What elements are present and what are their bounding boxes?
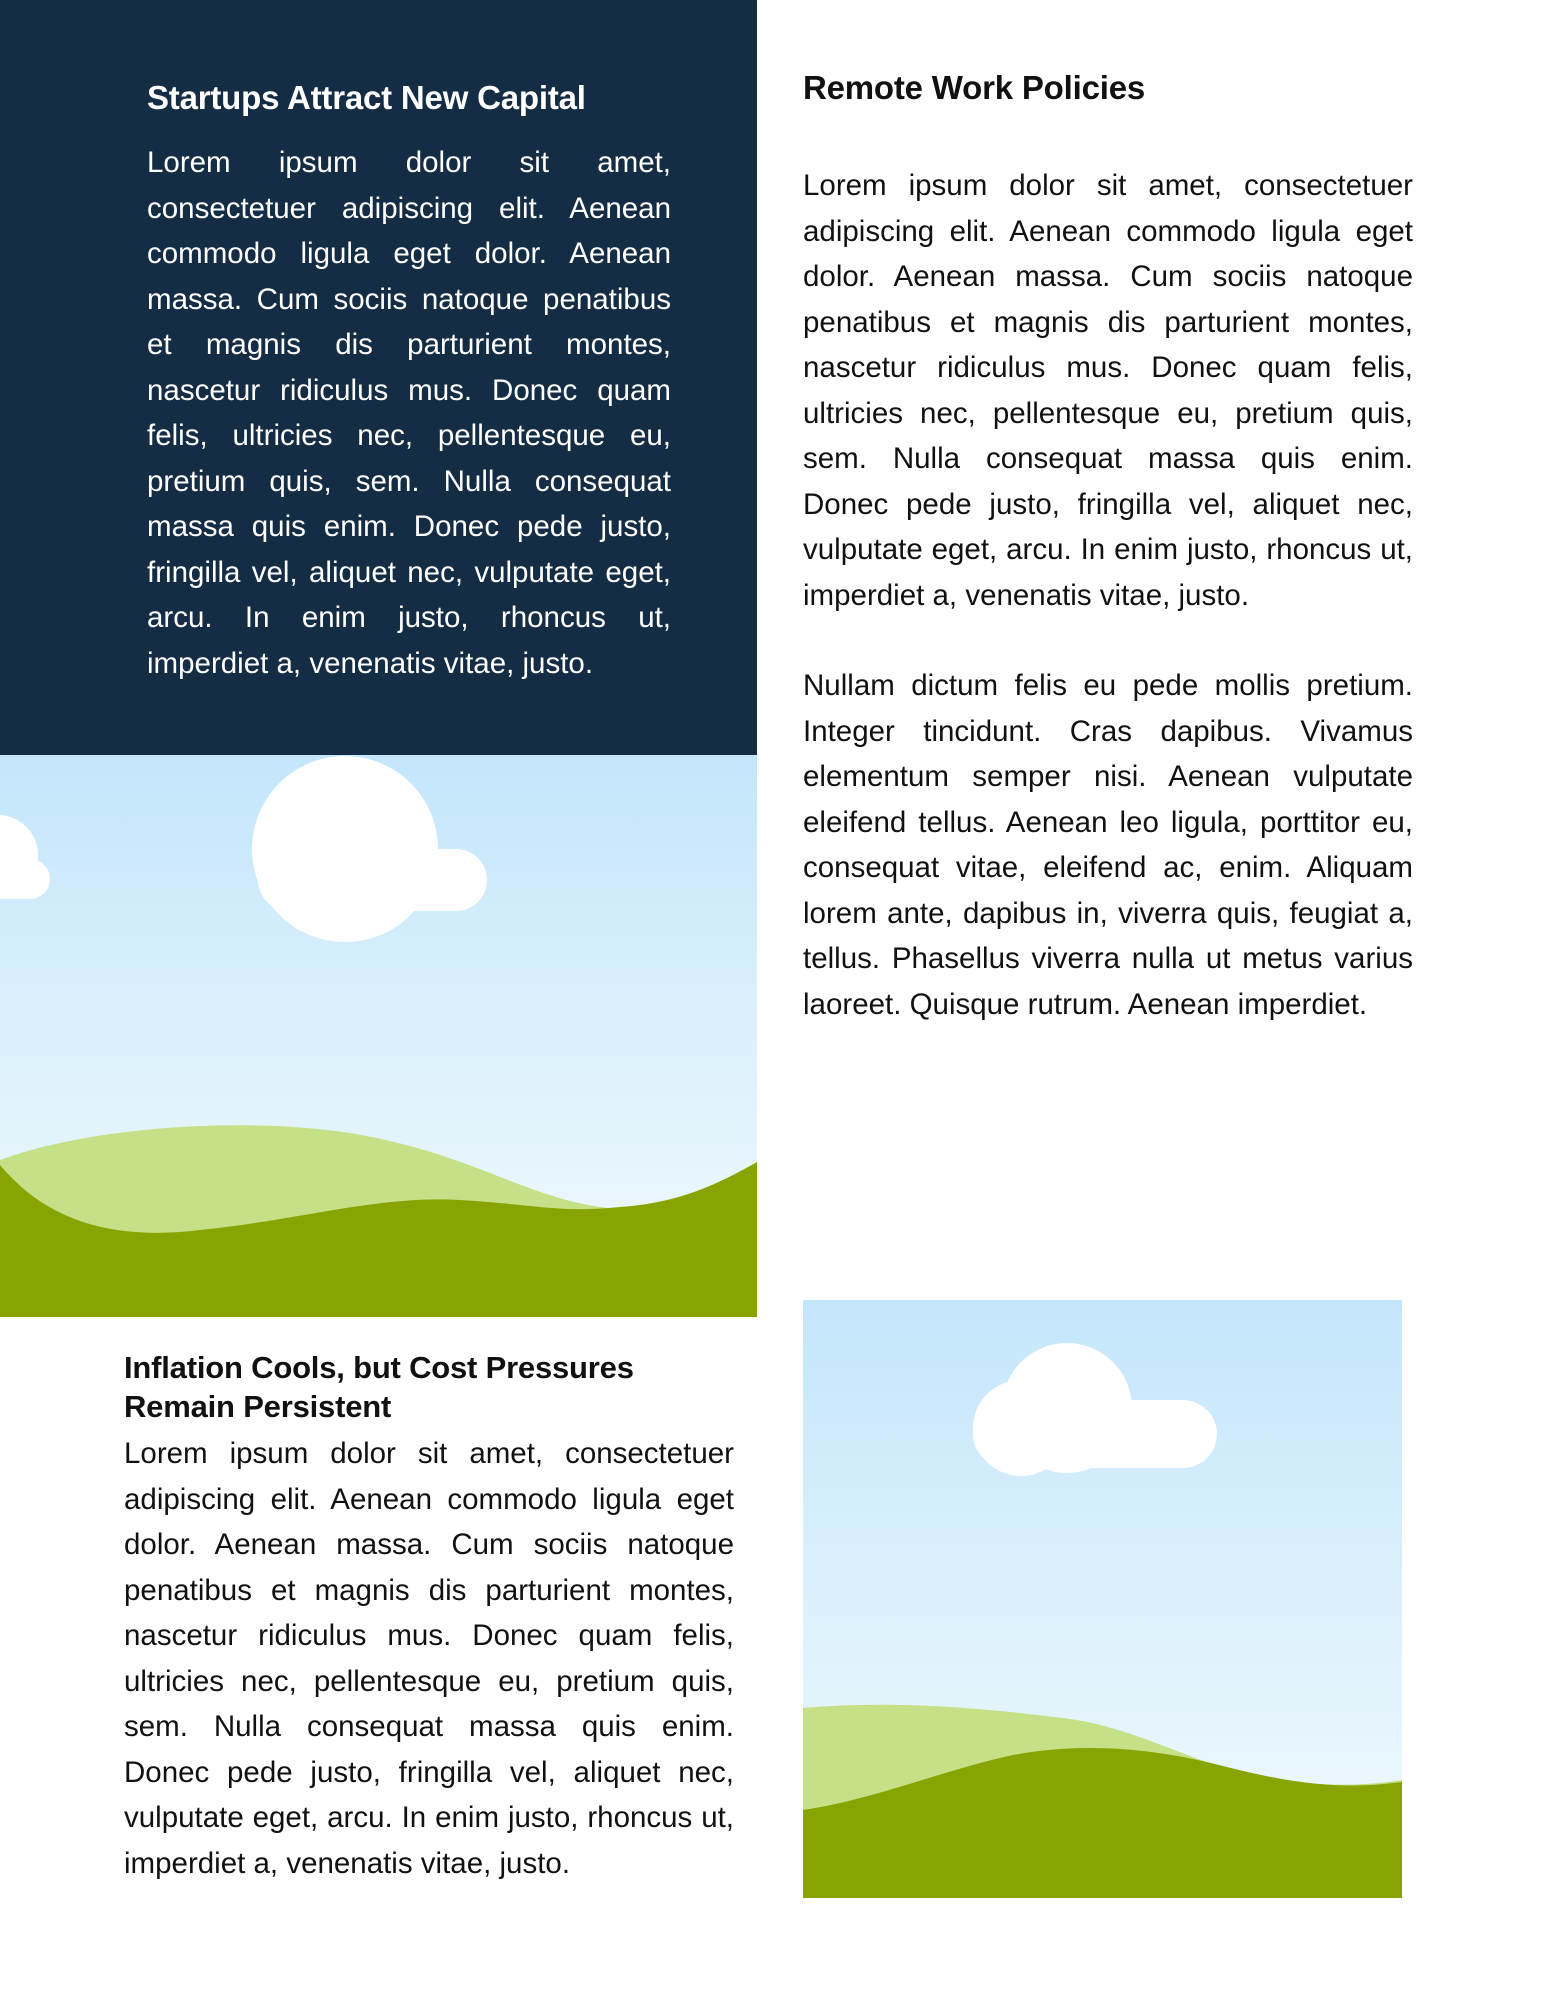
article-startups — [147, 74, 671, 686]
article-paragraph-1: Lorem ipsum dolor sit amet, consectetuer adipiscing elit. Aenean commodo ligula eget dolor. Aenean massa. Cum sociis natoque penatibus et magnis dis parturient montes, nascetur ridiculus mus. Donec quam felis, ultricies nec, pellentesque eu, pretium quis, sem. Nulla consequat massa quis enim. Donec pede justo, fringilla vel, aliquet nec, vulputate eget, arcu. In enim justo, rhoncus ut, imperdiet a, venenatis vitae, justo. — [803, 169, 1413, 612]
article-title: Remote Work Policies — [803, 69, 1146, 106]
landscape-illustration-top — [0, 755, 757, 1317]
article-title: Inflation Cools, but Cost Pressures Remain Persistent — [124, 1350, 634, 1424]
article-body: Lorem ipsum dolor sit amet, consectetuer adipiscing elit. Aenean commodo ligula eget dolor. Aenean massa. Cum sociis natoque penatibus et magnis dis parturient montes, nascetur ridiculus mus. Donec quam felis, ultricies nec, pellentesque eu, pretium quis, sem. Nulla consequat massa quis enim. Donec pede justo, fringilla vel, aliquet nec, vulputate eget, arcu. In enim justo, rhoncus ut, imperdiet a, venenatis vitae, justo. — [147, 146, 671, 680]
landscape-illustration-bottom — [803, 1300, 1402, 1898]
article-body: Lorem ipsum dolor sit amet, consectetuer adipiscing elit. Aenean commodo ligula eget dolor. Aenean massa. Cum sociis natoque penatibus et magnis dis parturient montes, nascetur ridiculus mus. Donec quam felis, ultricies nec, pellentesque eu, pretium quis, sem. Nulla consequat massa quis enim. Donec pede justo, fringilla vel, aliquet nec, vulputate eget, arcu. In enim justo, rhoncus ut, imperdiet a, venenatis vitae, justo. — [124, 1437, 734, 1880]
article-paragraph-2: Nullam dictum felis eu pede mollis pretium. Integer tincidunt. Cras dapibus. Vivamus elementum semper nisi. Aenean vulputate eleifend tellus. Aenean leo ligula, porttitor eu, consequat vitae, eleifend ac, enim. Aliquam lorem ante, dapibus in, viverra quis, feugiat a, tellus. Phasellus viverra nulla ut metus varius laoreet. Quisque rutrum. Aenean imperdiet. — [803, 669, 1413, 1021]
article-title: Startups Attract New Capital — [147, 79, 586, 116]
article-inflation — [124, 1348, 734, 1886]
article-remote-work — [803, 64, 1413, 1027]
